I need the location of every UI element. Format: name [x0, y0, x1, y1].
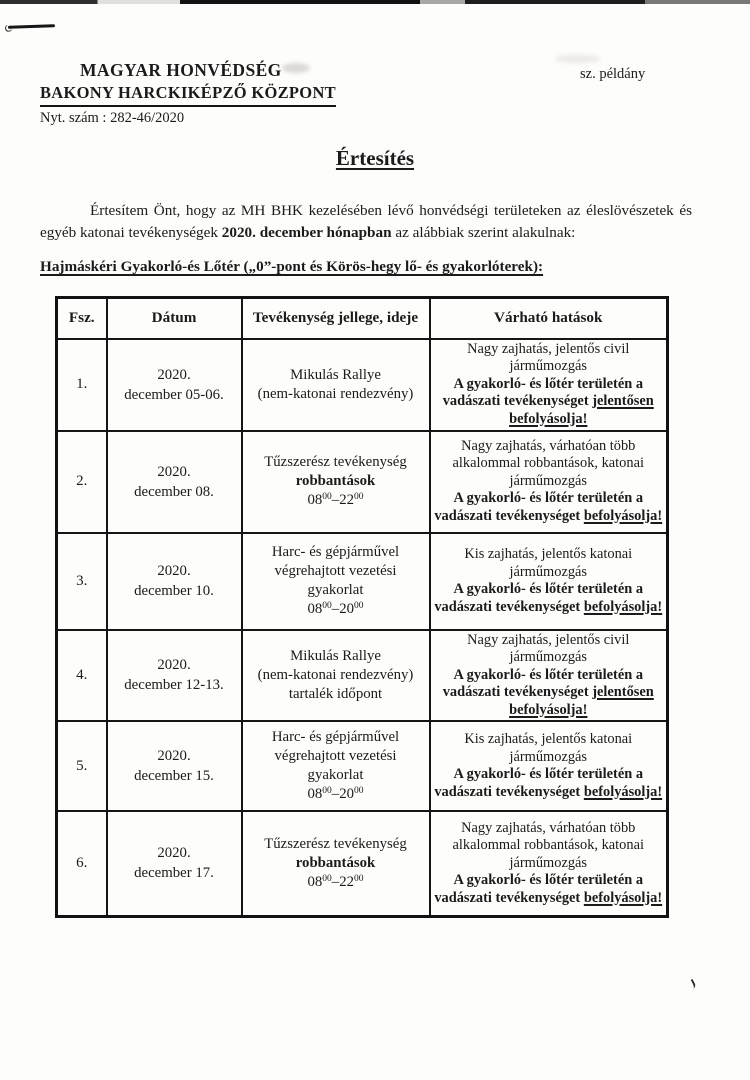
document-title: Értesítés: [335, 146, 415, 170]
time-range: $08^{00}-22^{00}$: [307, 873, 364, 890]
column-header-datum: Dátum: [107, 298, 242, 339]
activity-line: Mikulás Rallye: [290, 647, 381, 664]
impact-bold-lead: A gyakorló- és lőtér területén a vadászati tevékenységet: [442, 375, 644, 410]
date-cell: 2020. december 12-13.: [107, 630, 242, 722]
intro-text-bold-month: 2020. december hónapban: [221, 224, 392, 241]
time-range: $08^{00}-22^{00}$: [307, 492, 364, 508]
section-heading: Hajmáskéri Gyakorló-és Lőtér („0”-pont és Körös-hegy lő- és gyakorlóterek):: [40, 258, 544, 275]
activity-line: robbantások: [295, 473, 376, 489]
row-number-cell: 4.: [57, 630, 107, 722]
header-row: [57, 298, 668, 339]
time-minutes: 00: [322, 492, 332, 503]
column-header-hatasok: Várható hatások: [430, 298, 668, 339]
intro-paragraph: [40, 200, 692, 244]
impact-bold-text: [434, 766, 664, 801]
date-cell: 2020. december 17.: [107, 811, 242, 916]
activity-line: (nem-katonai rendezvény): [257, 666, 414, 683]
column-header-tevekenyseg: Tevékenység jellege, ideje: [242, 298, 430, 339]
activity-cell: [242, 339, 430, 431]
activity-cell: [242, 811, 430, 916]
activity-line: tartalék időpont: [288, 685, 383, 702]
time-minutes: 00: [354, 873, 364, 884]
activity-cell: [242, 721, 430, 811]
activity-line: (nem-katonai rendezvény): [257, 385, 414, 402]
impact-cell: [430, 721, 668, 811]
date-cell: 2020. december 15.: [107, 721, 242, 811]
activity-line: Harc- és gépjárművel végrehajtott vezetési gyakorlat: [271, 729, 400, 783]
schedule-table-header: [57, 298, 668, 339]
scan-artifact-smudge: [282, 63, 310, 73]
table-row: [57, 431, 668, 533]
schedule-table: [55, 296, 669, 918]
row-number-cell: 2.: [57, 431, 107, 533]
time-minutes: 00: [322, 873, 332, 884]
activity-line: Mikulás Rallye: [290, 366, 381, 383]
impact-bold-text: [434, 581, 664, 616]
table-row: [57, 339, 668, 431]
date-cell: 2020. december 08.: [107, 431, 242, 533]
impact-underlined: befolyásolja!: [583, 507, 663, 524]
row-number-cell: 3.: [57, 533, 107, 630]
scan-artifact-dash: [8, 24, 55, 29]
impact-underlined: jelentősen befolyásolja!: [509, 684, 654, 718]
time-minutes: 00: [354, 601, 364, 612]
time-minutes: 00: [322, 786, 332, 797]
impact-underlined: befolyásolja!: [583, 598, 663, 615]
impact-normal-text: Kis zajhatás, jelentős katonai járműmozgás: [464, 546, 633, 580]
intro-text-prefix: Értesítem Önt, hogy az MH BHK kezelésében lévő honvédségi területeken az éleslövészetek és egyéb katonai tevékenységek: [40, 202, 692, 241]
scan-artifact-top-edge: [0, 0, 750, 4]
table-row: [57, 721, 668, 811]
scan-artifact-tick: [686, 979, 696, 990]
impact-normal-text: Nagy zajhatás, várhatóan több alkalommal robbantások, katonai járműmozgás: [452, 819, 644, 871]
activity-cell: [242, 630, 430, 722]
impact-underlined: jelentősen befolyásolja!: [509, 393, 654, 427]
impact-underlined: befolyásolja!: [583, 889, 663, 906]
impact-bold-lead: A gyakorló- és lőtér területén a vadászati tevékenységet: [442, 666, 644, 700]
impact-cell: [430, 811, 668, 916]
intro-text-suffix: az alábbiak szerint alakulnak:: [391, 224, 576, 241]
impact-cell: [430, 431, 668, 533]
impact-cell: [430, 339, 668, 431]
time-range: $08^{00}-20^{00}$: [307, 786, 364, 802]
impact-normal-text: Nagy zajhatás, jelentős civil járműmozgás: [467, 340, 630, 375]
impact-bold-text: [434, 376, 664, 429]
table-row: [57, 811, 668, 916]
impact-cell: [430, 630, 668, 722]
table-row: [57, 630, 668, 722]
impact-normal-text: Nagy zajhatás, várhatóan több alkalommal robbantások, katonai járműmozgás: [452, 437, 644, 489]
impact-bold-text: [434, 667, 664, 720]
org-name-line2: BAKONY HARCKIKÉPZŐ KÖZPONT: [40, 83, 336, 107]
activity-cell: [242, 533, 430, 630]
time-range: $08^{00}-20^{00}$: [307, 601, 364, 617]
impact-bold-lead: A gyakorló- és lőtér területén a vadászati tevékenységet: [434, 490, 644, 524]
impact-normal-text: Nagy zajhatás, jelentős civil járműmozgás: [467, 631, 630, 665]
impact-bold-lead: A gyakorló- és lőtér területén a vadászati tevékenységet: [434, 581, 644, 615]
row-number-cell: 6.: [57, 811, 107, 916]
table-row: [57, 533, 668, 630]
time-minutes: 00: [322, 601, 332, 612]
row-number-cell: 1.: [57, 339, 107, 431]
row-number-cell: 5.: [57, 721, 107, 811]
copy-number-label: sz. példány: [580, 66, 646, 82]
impact-underlined: befolyásolja!: [583, 783, 663, 800]
impact-cell: [430, 533, 668, 630]
impact-bold-lead: A gyakorló- és lőtér területén a vadászati tevékenységet: [434, 766, 644, 800]
scan-artifact-smudge: [555, 55, 601, 63]
time-minutes: 00: [354, 492, 364, 503]
date-cell: 2020. december 05-06.: [107, 339, 242, 431]
impact-bold-lead: A gyakorló- és lőtér területén a vadászati tevékenységet: [434, 872, 644, 906]
activity-line: Harc- és gépjárművel végrehajtott vezetési gyakorlat: [271, 544, 400, 598]
activity-line: Tűzszerész tevékenység: [264, 835, 407, 852]
impact-bold-text: [434, 490, 664, 525]
schedule-table-body: [57, 339, 668, 917]
impact-normal-text: Kis zajhatás, jelentős katonai járműmozgás: [464, 731, 633, 765]
registry-number: Nyt. szám : 282-46/2020: [40, 110, 185, 126]
impact-bold-text: [434, 872, 664, 907]
activity-line: Tűzszerész tevékenység: [264, 454, 407, 470]
org-name-line1: MAGYAR HONVÉDSÉG: [80, 60, 282, 80]
activity-cell: [242, 431, 430, 533]
time-minutes: 00: [354, 786, 364, 797]
activity-line: robbantások: [295, 854, 376, 871]
date-cell: 2020. december 10.: [107, 533, 242, 630]
column-header-fsz: Fsz.: [57, 298, 107, 339]
